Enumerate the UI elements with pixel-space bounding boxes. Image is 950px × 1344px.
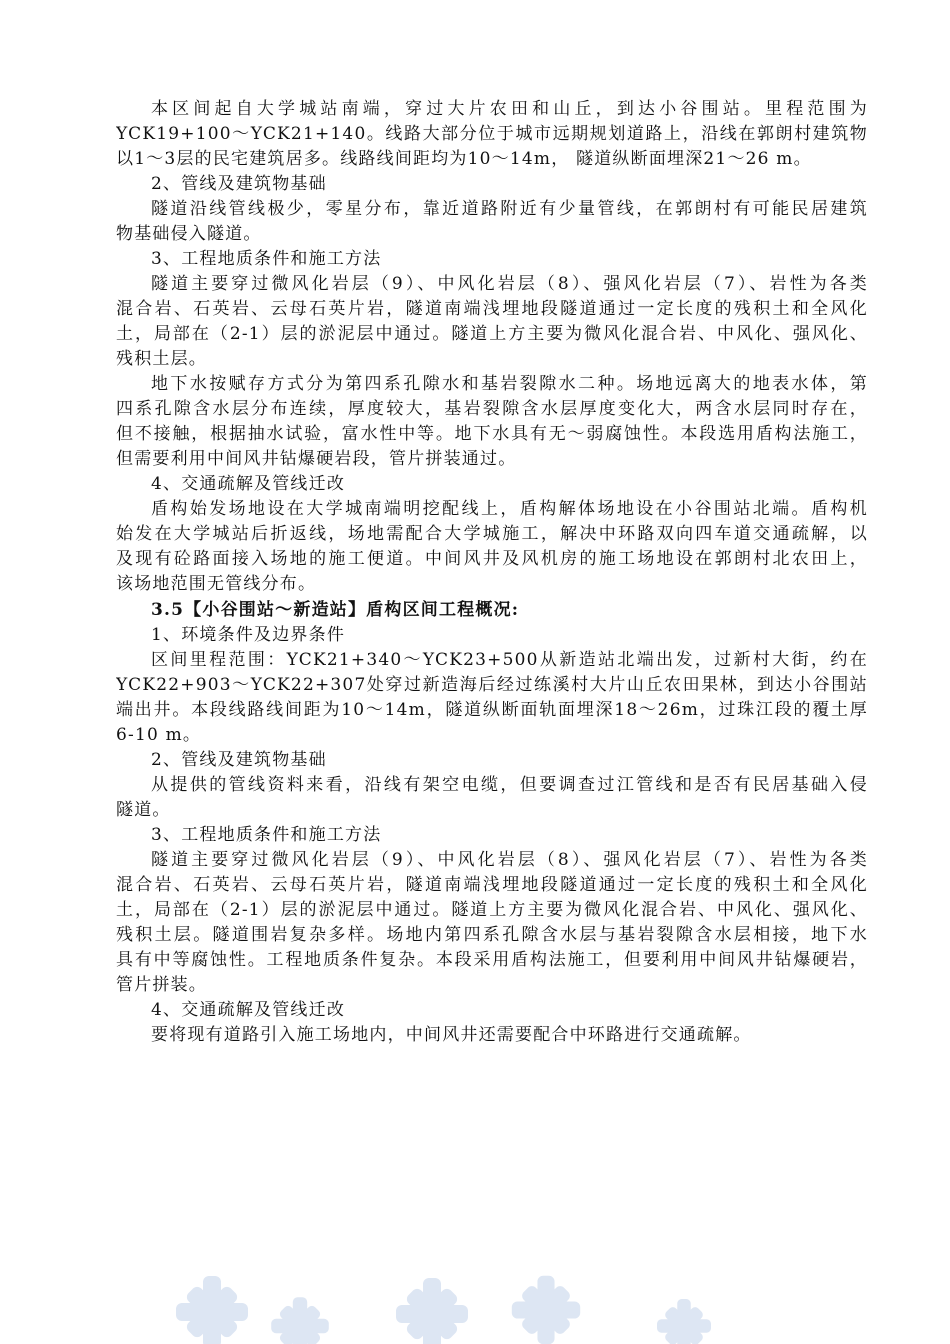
subheading: 4、交通疏解及管线迁改 xyxy=(151,474,346,494)
text-line: 隧道主要穿过微风化岩层（9）、中风化岩层（8）、强风化岩层（7）、岩性为各类 xyxy=(151,850,868,870)
text-line: 混合岩、石英岩、云母石英片岩，隧道南端浅埋地段隧道通过一定长度的残积土和全风化 xyxy=(116,299,868,319)
text-line: 地下水按赋存方式分为第四系孔隙水和基岩裂隙水二种。场地远离大的地表水体，第 xyxy=(151,374,868,394)
subheading: 2、管线及建筑物基础 xyxy=(151,174,327,194)
text-line: 但不接触，根据抽水试验，富水性中等。地下水具有无～弱腐蚀性。本段选用盾构法施工， xyxy=(116,424,868,444)
text-line: 以1～3层的民宅建筑居多。线路线间距均为10～14m， 隧道纵断面埋深21～26 m。 xyxy=(116,149,812,169)
text-line: 隧道主要穿过微风化岩层（9）、中风化岩层（8）、强风化岩层（7）、岩性为各类 xyxy=(151,274,868,294)
text-line: 区间里程范围：YCK21+340～YCK23+500从新造站北端出发，过新村大街，约在 xyxy=(151,650,868,670)
text-line: 6-10 m。 xyxy=(116,725,202,745)
snowflake-icon xyxy=(657,1299,711,1344)
subheading: 3、工程地质条件和施工方法 xyxy=(151,825,382,845)
text-line: 土，局部在（2-1）层的淤泥层中通过。隧道上方主要为微风化混合岩、中风化、强风化、 xyxy=(116,900,868,920)
snowflake-icon xyxy=(512,1276,580,1344)
subheading: 3、工程地质条件和施工方法 xyxy=(151,249,382,269)
text-line: 四系孔隙含水层分布连续，厚度较大，基岩裂隙含水层厚度变化大，两含水层同时存在， xyxy=(116,399,868,419)
snowflake-icon xyxy=(176,1276,248,1344)
text-line: 隧道沿线管线极少，零星分布，靠近道路附近有少量管线，在郭朗村有可能民居建筑 xyxy=(151,199,868,219)
text-line: 残积土层。 xyxy=(116,349,207,369)
subheading: 4、交通疏解及管线迁改 xyxy=(151,1000,346,1020)
text-line: YCK19+100～YCK21+140。线路大部分位于城市远期规划道路上，沿线在郭朗村建筑物 xyxy=(116,124,868,144)
snowflake-icon xyxy=(271,1297,329,1344)
text-line: 端出井。本段线路线间距为10～14m，隧道纵断面轨面埋深18～26m，过珠江段的覆土厚 xyxy=(116,700,868,720)
text-line: 隧道。 xyxy=(116,800,171,820)
subheading: 1、环境条件及边界条件 xyxy=(151,625,346,645)
watermark-decoration xyxy=(0,1260,950,1344)
text-line: 从提供的管线资料来看，沿线有架空电缆，但要调查过江管线和是否有民居基础入侵 xyxy=(151,775,868,795)
text-line: 土，局部在（2-1）层的淤泥层中通过。隧道上方主要为微风化混合岩、中风化、强风化、 xyxy=(116,324,868,344)
text-line: 但需要利用中间风井钻爆硬岩段，管片拼装通过。 xyxy=(116,449,517,469)
text-line: 物基础侵入隧道。 xyxy=(116,224,262,244)
snowflake-icon xyxy=(396,1278,468,1344)
text-line: 盾构始发场地设在大学城南端明挖配线上，盾构解体场地设在小谷围站北端。盾构机 xyxy=(151,499,868,519)
text-line: 及现有砼路面接入场地的施工便道。中间风井及风机房的施工场地设在郭朗村北农田上， xyxy=(116,549,868,569)
text-line: 本区间起自大学城站南端，穿过大片农田和山丘，到达小谷围站。里程范围为 xyxy=(151,99,868,119)
subheading: 2、管线及建筑物基础 xyxy=(151,750,327,770)
text-line: 始发在大学城站后折返线，场地需配合大学城施工，解决中环路双向四车道交通疏解，以 xyxy=(116,524,868,544)
text-line: 要将现有道路引入施工场地内，中间风井还需要配合中环路进行交通疏解。 xyxy=(151,1025,752,1045)
section-title: 3.5【小谷围站～新造站】盾构区间工程概况: xyxy=(151,600,520,620)
text-line: 具有中等腐蚀性。工程地质条件复杂。本段采用盾构法施工，但要利用中间风井钻爆硬岩， xyxy=(116,950,868,970)
text-line: 管片拼装。 xyxy=(116,975,207,995)
text-line: YCK22+903～YCK22+307处穿过新造海后经过练溪村大片山丘农田果林，到达小谷围站 xyxy=(116,675,868,695)
text-line: 该场地范围无管线分布。 xyxy=(116,574,317,594)
text-line: 混合岩、石英岩、云母石英片岩，隧道南端浅埋地段隧道通过一定长度的残积土和全风化 xyxy=(116,875,868,895)
text-line: 残积土层。隧道围岩复杂多样。场地内第四系孔隙含水层与基岩裂隙含水层相接，地下水 xyxy=(116,925,868,945)
